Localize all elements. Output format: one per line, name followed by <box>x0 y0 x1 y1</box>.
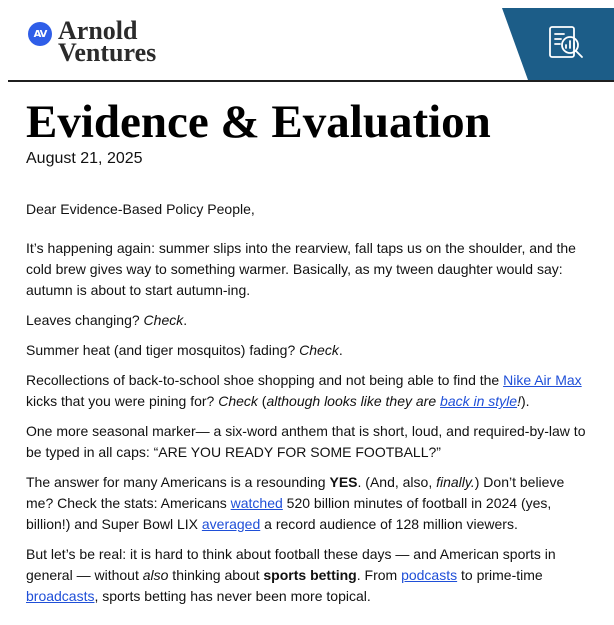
emphasis-check: Check <box>299 342 339 358</box>
paragraph-text: to prime-time <box>457 567 543 583</box>
paragraph-text: The answer for many Americans is a resounding <box>26 474 330 490</box>
header-divider <box>8 80 614 82</box>
paragraph-text: ( <box>257 393 267 409</box>
arnold-ventures-logo[interactable] <box>28 16 157 67</box>
paragraph-text: Leaves changing? <box>26 312 144 328</box>
paragraph-end: , sports betting has never been more topical. <box>94 588 371 604</box>
back-in-style-link[interactable]: back in style <box>440 393 518 409</box>
paragraph-text: Summer heat (and tiger mosquitos) fading? <box>26 342 300 358</box>
emphasis-check: Check <box>143 312 184 328</box>
newsletter-body <box>26 199 591 616</box>
watched-link[interactable]: watched <box>230 495 283 511</box>
newsletter-title: Evidence & Evaluation <box>26 96 491 148</box>
podcasts-link[interactable]: podcasts <box>401 567 458 583</box>
paragraph-end: . <box>183 312 188 328</box>
nike-air-max-link[interactable]: Nike Air Max <box>503 372 582 388</box>
broadcasts-link[interactable]: broadcasts <box>26 588 95 604</box>
bold-sports-betting: sports betting <box>263 567 357 583</box>
paragraph-text: ) Don’t believe me? Check the stats: Americans <box>26 474 565 511</box>
paragraph-leaves <box>26 310 591 331</box>
logo-wordmark <box>58 16 157 67</box>
greeting: Dear Evidence-Based Policy People, <box>26 201 255 217</box>
paragraph-heat <box>26 340 591 361</box>
newsletter-header <box>0 0 614 80</box>
emphasis-finally: finally. <box>436 474 475 490</box>
paragraph-end: . <box>338 342 343 358</box>
logo-line-1: Arnold <box>58 16 138 45</box>
paragraph-text: thinking about <box>168 567 264 583</box>
paragraph-end: ). <box>520 393 530 409</box>
emphasis-check: Check <box>218 393 258 409</box>
paragraph-end: a record audience of 128 million viewers. <box>260 516 518 532</box>
averaged-link[interactable]: averaged <box>201 516 261 532</box>
av-logo-mark-icon: AV <box>28 22 52 46</box>
paragraph-text: . From <box>356 567 402 583</box>
emphasis-also: also <box>142 567 169 583</box>
paragraph-intro: It’s happening again: summer slips into the rearview, fall taps us on the shoulder, and the cold brew gives way to something warmer. Basically, as my tween daughter would say: autumn is about to start autumn-ing. <box>26 240 576 298</box>
paragraph-text: kicks that you were pining for? <box>26 393 219 409</box>
paragraph-shoes <box>26 370 591 412</box>
emphasis-text: although looks like they are <box>266 393 441 409</box>
paragraph-stats <box>26 472 591 535</box>
logo-line-2: Ventures <box>58 38 157 67</box>
paragraph-anthem: One more seasonal marker— a six-word anthem that is short, loud, and required-by-law to be typed in all caps: “ARE YOU READY FOR SOME FOOTBALL?” <box>26 423 586 460</box>
paragraph-text: 520 billion minutes of football in 2024 (yes, billion!) and Super Bowl LIX <box>26 495 552 532</box>
analytics-search-icon <box>502 8 614 80</box>
paragraph-text: Recollections of back-to-school shoe shopping and not being able to find the <box>26 372 504 388</box>
paragraph-betting <box>26 544 591 607</box>
issue-date: August 21, 2025 <box>26 150 143 167</box>
emphasis-text: ! <box>517 393 521 409</box>
bold-yes: YES <box>329 474 358 490</box>
paragraph-text: But let’s be real: it is hard to think about football these days — and American sports in general — without <box>26 546 556 583</box>
paragraph-text: . (And, also, <box>357 474 437 490</box>
